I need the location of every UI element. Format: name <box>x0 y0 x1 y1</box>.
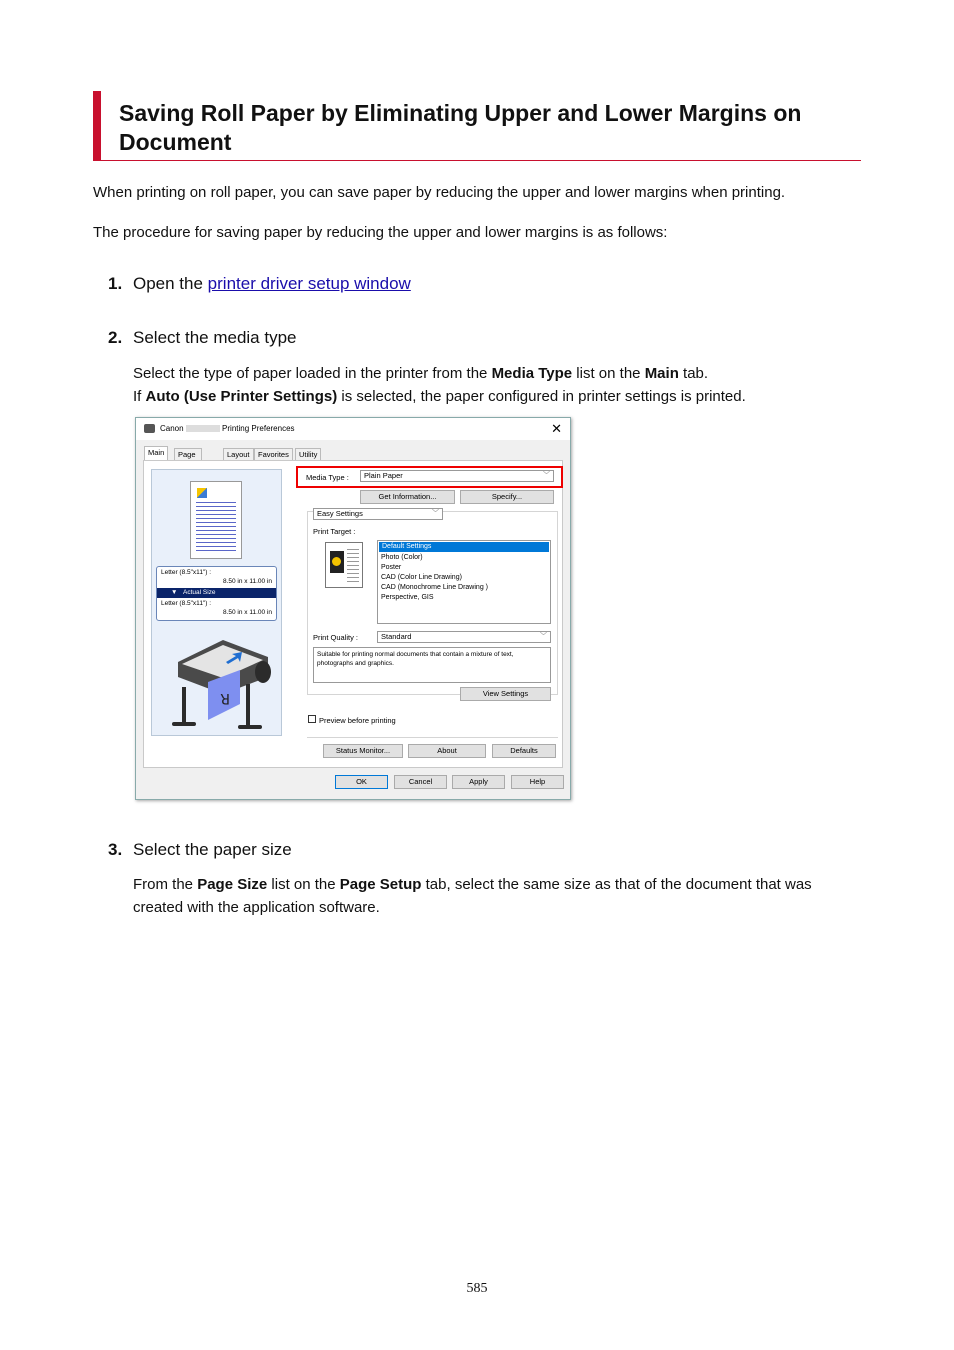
step-1 <box>108 273 411 295</box>
page-title: Saving Roll Paper by Eliminating Upper and Lower Margins on Document <box>119 100 802 155</box>
list-item[interactable]: CAD (Monochrome Line Drawing ) <box>381 584 488 591</box>
svg-text:R: R <box>220 690 230 706</box>
large-format-printer-image <box>168 632 278 732</box>
list-item[interactable]: Perspective, GIS <box>381 594 434 601</box>
list-item[interactable]: Poster <box>381 564 402 571</box>
chevron-down-icon: ﹀ <box>540 633 547 640</box>
tab-page-setup[interactable]: Page <box>174 448 202 461</box>
actual-size-indicator: ▼ Actual Size <box>157 588 276 598</box>
preview-before-printing-label: Preview before printing <box>319 716 396 725</box>
paper-size-info: Letter (8.5"x11") : 8.50 in x 11.00 in ▼ Actual Size Letter (8.5"x11") : 8.50 in x 11.00 in <box>156 566 277 621</box>
page-title-block <box>93 91 861 161</box>
printing-preferences-dialog <box>135 417 571 800</box>
document-preview <box>190 481 242 559</box>
redacted-model-name <box>186 425 220 432</box>
defaults-button[interactable]: Defaults <box>492 744 556 758</box>
step-3-number: 3. <box>108 840 123 859</box>
media-type-label: Media Type : <box>306 473 349 482</box>
print-quality-select[interactable]: Standard ﹀ <box>377 631 551 643</box>
page-number: 585 <box>466 1281 488 1296</box>
step-2 <box>108 327 296 349</box>
tab-layout[interactable]: Layout <box>223 448 254 461</box>
print-target-sample-image <box>325 542 363 588</box>
step-2-number: 2. <box>108 328 123 347</box>
print-target-label: Print Target : <box>313 527 356 536</box>
settings-mode-select[interactable]: Easy Settings ﹀ <box>313 508 443 520</box>
print-quality-label: Print Quality : <box>313 633 359 642</box>
preview-pane <box>151 469 282 736</box>
step-1-text: Open the <box>133 274 208 293</box>
divider <box>307 737 558 738</box>
description-text: Suitable for printing normal documents that contain a mixture of text, photographs and graphics. <box>313 647 551 683</box>
list-item[interactable]: Default Settings <box>379 542 549 552</box>
status-monitor-button[interactable]: Status Monitor... <box>323 744 403 758</box>
arrow-down-icon: ▼ <box>171 589 178 596</box>
step-2-line-2: If Auto (Use Printer Settings) is selected, the paper configured in printer settings is printed. <box>133 388 746 405</box>
close-icon[interactable]: ✕ <box>551 421 562 436</box>
list-item[interactable]: Photo (Color) <box>381 554 423 561</box>
step-2-body <box>133 362 853 408</box>
intro-paragraph-1: When printing on roll paper, you can save paper by reducing the upper and lower margins when printing. <box>93 184 786 201</box>
main-tab-panel <box>143 460 563 768</box>
about-button[interactable]: About <box>408 744 486 758</box>
printer-icon <box>144 424 155 433</box>
step-2-line-1: Select the type of paper loaded in the printer from the Media Type list on the Main tab. <box>133 365 709 382</box>
view-settings-button[interactable]: View Settings <box>460 687 551 701</box>
specify-button[interactable]: Specify... <box>460 490 554 504</box>
cancel-button[interactable]: Cancel <box>394 775 447 789</box>
print-target-list[interactable] <box>377 540 551 624</box>
help-button[interactable]: Help <box>511 775 564 789</box>
step-3-body <box>133 873 853 919</box>
step-3-line-1: From the Page Size list on the Page Setup tab, select the same size as that of the document that was created with the application software. <box>133 876 812 916</box>
tab-favorites[interactable]: Favorites <box>254 448 293 461</box>
apply-button[interactable]: Apply <box>452 775 505 789</box>
printer-driver-setup-link[interactable]: printer driver setup window <box>207 274 411 293</box>
chevron-down-icon: ﹀ <box>432 510 439 517</box>
get-information-button[interactable]: Get Information... <box>360 490 455 504</box>
preview-before-printing-checkbox[interactable] <box>308 715 316 723</box>
list-item[interactable]: CAD (Color Line Drawing) <box>381 574 462 581</box>
intro-paragraph-2: The procedure for saving paper by reducing the upper and lower margins is as follows: <box>93 224 668 241</box>
tab-main[interactable]: Main <box>144 446 168 461</box>
chevron-down-icon: ﹀ <box>543 472 550 479</box>
step-1-number: 1. <box>108 274 123 293</box>
dialog-title: Canon Printing Preferences <box>160 424 295 433</box>
media-type-select[interactable]: Plain Paper ﹀ <box>360 470 554 482</box>
step-2-text: Select the media type <box>133 328 297 347</box>
step-3 <box>108 839 292 861</box>
ok-button[interactable]: OK <box>335 775 388 789</box>
document-thumbnail-icon <box>197 488 207 498</box>
dialog-titlebar <box>136 418 570 440</box>
tab-utility[interactable]: Utility <box>295 448 321 461</box>
step-3-text: Select the paper size <box>133 840 292 859</box>
